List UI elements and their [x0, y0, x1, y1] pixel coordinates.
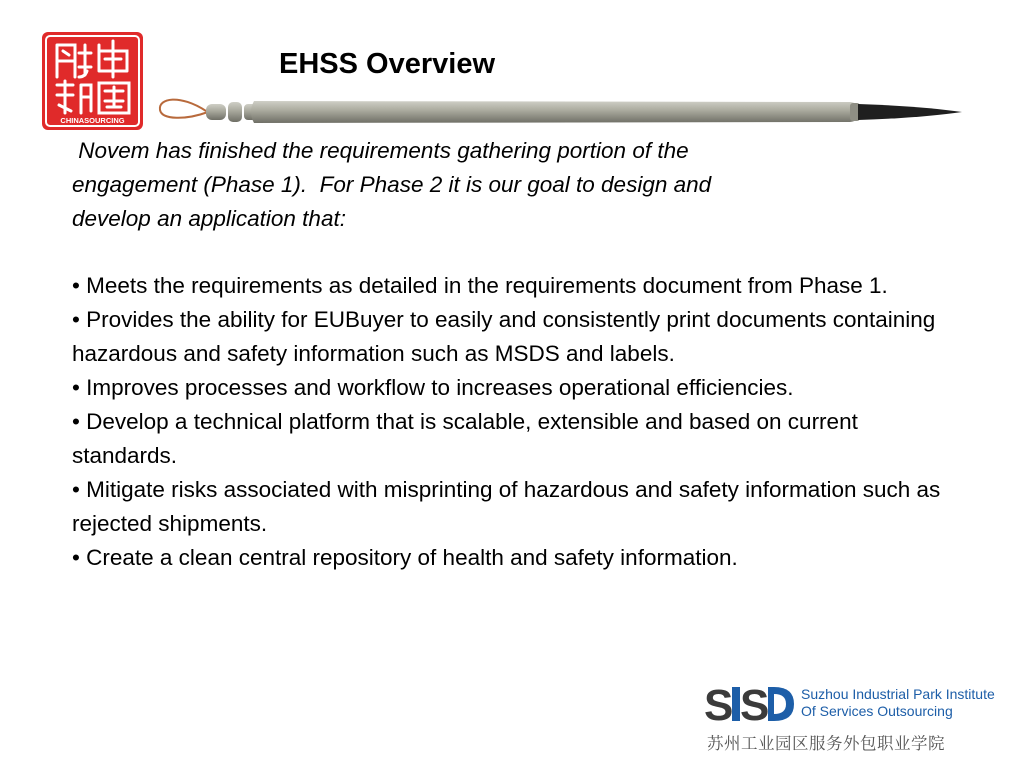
slide-title: EHSS Overview: [279, 48, 495, 80]
list-item: • Create a clean central repository of health and safety information.: [72, 545, 738, 570]
siso-mark-icon: [704, 680, 796, 728]
list-item: • Improves processes and workflow to increases operational efficiencies.: [72, 375, 794, 400]
list-item: • Mitigate risks associated with misprinting of hazardous and safety information such as rejected shipments.: [72, 477, 941, 536]
intro-line: Novem has finished the requirements gathering portion of the: [72, 138, 689, 163]
intro-paragraph: [72, 134, 902, 236]
institute-name-line: Suzhou Industrial Park Institute: [801, 686, 995, 702]
svg-text:S: S: [704, 681, 732, 728]
chinasourcing-logo: [41, 31, 144, 131]
list-item: • Meets the requirements as detailed in the requirements document from Phase 1.: [72, 273, 888, 298]
institute-name-cn: 苏州工业园区服务外包职业学院: [707, 734, 945, 753]
intro-line: engagement (Phase 1). For Phase 2 it is our goal to design and: [72, 172, 712, 197]
calligraphy-brush-icon: [150, 90, 970, 135]
institute-name-line: Of Services Outsourcing: [801, 703, 953, 719]
logo-caption: CHINASOURCING: [60, 116, 125, 125]
svg-text:S: S: [740, 681, 768, 728]
list-item: • Provides the ability for EUBuyer to easily and consistently print documents containing hazardous and safety information such as MSDS and labels.: [72, 307, 936, 366]
list-item: • Develop a technical platform that is scalable, extensible and based on current standards.: [72, 409, 858, 468]
institute-logo: [704, 680, 1004, 760]
goals-list: [72, 269, 962, 575]
intro-line: develop an application that:: [72, 206, 346, 231]
institute-name-en: [801, 686, 995, 720]
